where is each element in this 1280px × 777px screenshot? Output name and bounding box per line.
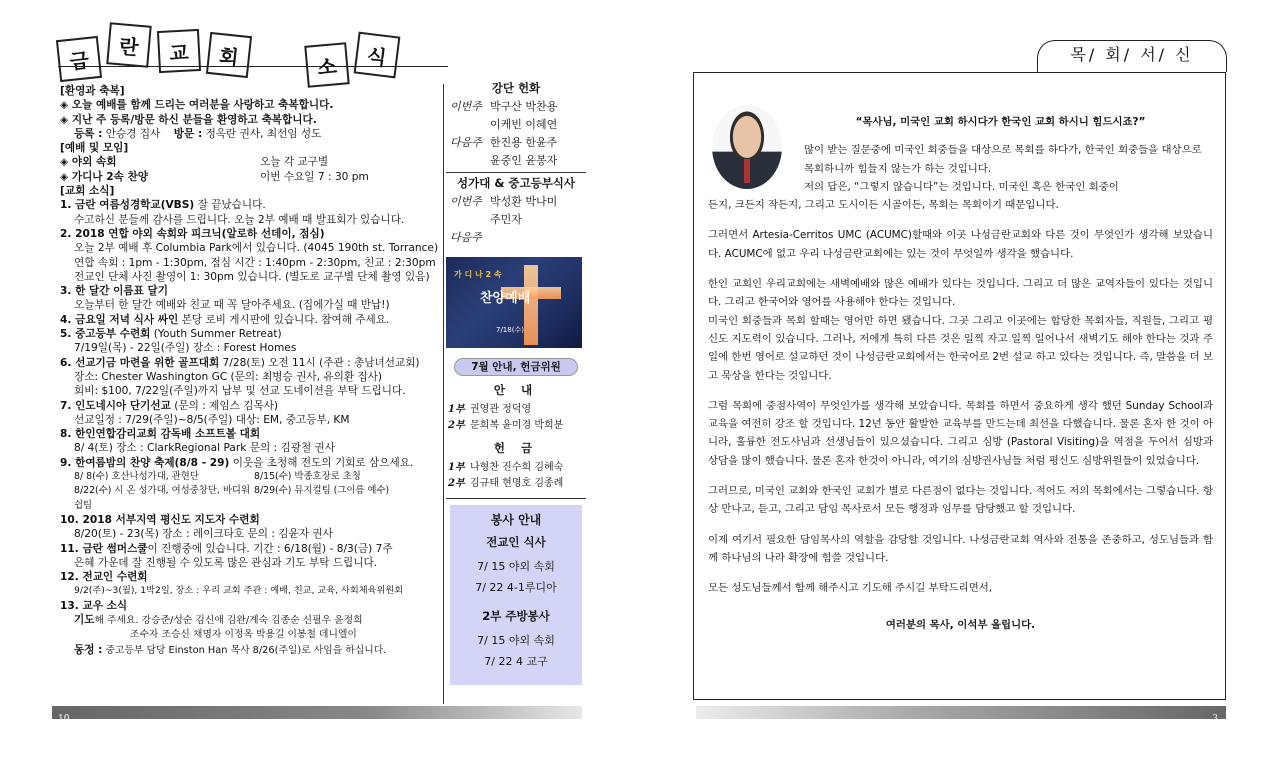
kitchen-title: 2부 주방봉사 — [482, 609, 550, 623]
flowers-title: 강단 헌화 — [491, 81, 541, 95]
sidebar-divider-2 — [446, 498, 586, 499]
letter-signature: 여러분의 목사, 이석부 올립니다. — [885, 618, 1036, 631]
news-item-7 — [60, 399, 443, 413]
news-9-row-2 — [60, 484, 443, 513]
prayer-names-2: 조수자 조승신 채명자 이정옥 박용길 이봉철 데니엘이 — [130, 629, 357, 641]
news-13-title: 13. 교우 소식 — [60, 599, 128, 612]
meal-row-1: 7/ 15 야외 속회 — [477, 560, 555, 573]
choir-title: 성가대 & 중고등부식사 — [456, 176, 576, 190]
news-2-detail-3: 전교인 단체 사진 촬영이 1: 30pm 있습니다. (별도로 교구별 단체 촬영 있음) — [74, 270, 430, 283]
title-underline — [58, 66, 448, 67]
news-13-prayer — [60, 613, 443, 628]
flowers-this-week-names: 박구산 박찬용 이케빈 이혜연 — [490, 100, 558, 131]
letter-paragraph-5: 그러므로, 미국인 교회와 한국인 교회가 별로 다른점이 없다는 것입니다. 적어도 저의 목회에서는 그렇습니다. 항상 만나고, 듣고, 그리고 담임 목사로서 모든 행정과 임무를 담당했고 할 것입니다. — [708, 485, 1213, 516]
letter-frame — [693, 72, 1226, 700]
visit-label: 방문 : — [173, 127, 203, 140]
status-label: 동정 : — [74, 643, 103, 656]
welcome-header: [환영과 축복] — [60, 85, 125, 97]
letter-quote: “목사님, 미국인 교회 하시다가 한국인 교회 하시니 힘드시죠?” — [855, 116, 1146, 128]
status-text: 중고등부 담당 Einston Han 목사 8/26(주일)로 사임을 하십니다. — [102, 644, 387, 656]
pastor-letter — [708, 113, 1213, 634]
choir-this-week-names: 박성환 박나미 주민자 — [490, 195, 558, 226]
worship-header: [예배 및 모임] — [60, 142, 129, 155]
july-duty-title: 7월 안내, 헌금위원 — [454, 358, 578, 376]
news-11-title: 11. 금란 썸머스쿨 — [60, 542, 148, 555]
letter-intro-2: 저의 답은, “그렇지 않습니다”는 것입니다. 미국인 혹은 한국인 회중이 — [804, 180, 1119, 193]
offering-1-names: 나형찬 진수희 김혜숙 — [470, 462, 564, 473]
title-char-5: 소 — [304, 42, 350, 88]
title-char-3: 교 — [157, 29, 201, 73]
guide-1: 1부 권영관 정덕영 — [446, 402, 586, 418]
offering-1: 1부 나형찬 진수희 김혜숙 — [446, 460, 586, 476]
news-2-detail-2: 연합 속회 : 1pm - 1:30pm, 점심 시간 : 1:40pm - 2:30pm, 친교 : 2:30pm — [74, 256, 436, 269]
offering-2: 2부 김규태 현명호 김종례 — [446, 476, 586, 492]
worship-row-1-title: ◈ 야외 속회 — [60, 156, 117, 169]
news-5-text: (Youth Summer Retreat) — [150, 328, 282, 341]
news-item-1 — [60, 198, 443, 212]
news-6-detail-2: 회비: $100, 7/22일(주일)까지 납부 및 선교 도네이션을 부탁 드립니다. — [74, 385, 406, 398]
title-char-4: 회 — [206, 32, 252, 78]
news-9-schedule-4: 8/29(수) 뮤지컬팀 (그이름 예수) — [254, 485, 390, 497]
news-12-title: 12. 전교인 수련회 — [60, 571, 148, 584]
register-names: 안승경 집사 — [102, 127, 161, 140]
guide-2: 2부 문희복 윤미경 박희분 — [446, 418, 586, 434]
letter-paragraph-2: 그러면서 Artesia-Cerritos UMC (ACUMC)할때와 이곳 나성금란교회와 다른 것이 무엇인가 생각해 보았습니다. ACUMC에 없고 우리 나성금란교회에는 있는 것이 무엇일까 생각을 했습니다. — [708, 229, 1213, 260]
news-3-detail: 오늘부터 한 달간 예배와 친교 때 꼭 달아주세요. (집에가실 때 반납!) — [74, 299, 390, 312]
left-page-number: 10 — [58, 714, 70, 724]
worship-row-1-detail: 오늘 각 교구별 — [260, 156, 329, 169]
flowers-next-week-label: 다음주 — [450, 136, 482, 149]
news-9-schedule-2: 8/15(수) 박종호장로 초청 — [254, 471, 361, 483]
news-13-status — [60, 643, 443, 658]
sidebar — [446, 80, 586, 685]
service-title: 봉사 안내 — [490, 513, 542, 527]
guide-2-names: 문희복 윤미경 박희분 — [470, 420, 564, 431]
offering-header: 헌 금 — [493, 441, 539, 455]
news-8-title: 8. 한인연합감리교회 감독배 소프트볼 대회 — [60, 428, 261, 441]
guide-1-names: 권영관 정덕영 — [470, 404, 532, 415]
news-9-row-1 — [60, 470, 443, 484]
news-item-5 — [60, 327, 443, 341]
guide-header: 안 내 — [493, 383, 539, 397]
news-6-text: 7/28(토) 오전 11시 (주관 : 총남녀선교회) — [219, 356, 420, 369]
news-10-title: 10. 2018 서부지역 평신도 지도자 수련회 — [60, 513, 260, 526]
news-2-title: 2. 2018 연합 야외 속회와 피크닉(알로하 선데이, 점심) — [60, 227, 325, 240]
worship-row-2 — [60, 170, 443, 184]
letter-paragraph-4: 그럼 목회에 중점사역이 무엇인가를 생각해 보았습니다. 목회를 하면서 중요하게 생각 했던 Sunday School과 교육을 여전히 강조 할 것입니다. 12년 동안 활발한 교육부를 만드는데 최선을 다했습니다. 물론 혼자 한 것이 아니라, 훌륭한 전도사님과 선생님들이 있으셨습니다. 그리고 심방 (Pastoral Visiting)을 역점을 두어서 심방과 상담을 많이 했습니다. 물론 혼자 한것이 아니라, 여기의 심방권사님들 처럼 평신도 심방위원들이 있었습니다. — [708, 399, 1213, 467]
news-9-schedule-1: 8/ 8(수) 호산나성가대, 관현단 — [74, 471, 199, 483]
news-6-detail-1: 장소: Chester Washington GC (문의: 최병승 권사, 유의환 집사) — [74, 370, 383, 383]
news-5-title: 5. 중고등부 수련회 — [60, 328, 151, 341]
left-page-footer — [52, 706, 582, 724]
prayer-label: 기도 — [74, 613, 95, 626]
news-5-detail: 7/19일(목) - 22일(주일) 장소 : Forest Homes — [74, 342, 297, 355]
welcome-line-1: ◈ 오늘 예배를 함께 드리는 여러분을 사랑하고 축복합니다. — [60, 99, 334, 112]
news-12-detail: 9/2(주)~3(월), 1박2일, 장소 : 우리 교회 주관 : 예배, 친교, 교육, 사회체육위원회 — [74, 585, 404, 597]
register-label: 등록 : — [74, 127, 103, 140]
kitchen-row-2: 7/ 22 4 교구 — [484, 655, 548, 668]
letter-intro-3: 든지, 크든지 작든지, 그리고 도시이든 시골이든, 목회는 목회이기 때문입니다. — [708, 199, 1059, 212]
news-1-text: 잘 끝났습니다. — [194, 199, 266, 212]
news-10-detail: 8/20(토) - 23(목) 장소 : 레이크타호 문의 : 김윤자 권사 — [74, 528, 333, 541]
worship-row-1 — [60, 155, 443, 169]
service-box — [450, 505, 582, 685]
prayer-names-1: 해 주세요. 강승준/성순 김신애 김완/계숙 김종순 신필우 윤정희 — [94, 614, 363, 626]
letter-intro-1: 많이 받는 질문중에 미국인 회중들을 대상으로 목회를 하다가, 한국인 회중들을 대상으로 목회하니까 힘들지 않는가 하는 것입니다. — [804, 144, 1202, 175]
flowers-this-week-label: 이번주 — [450, 100, 482, 113]
meal-title: 전교인 식사 — [486, 535, 546, 549]
right-page-footer — [696, 706, 1226, 724]
news-3-title: 3. 한 달간 이름표 달기 — [60, 285, 169, 298]
news-column — [60, 84, 443, 658]
news-item-4 — [60, 313, 443, 327]
choir-this-week-label: 이번주 — [450, 195, 482, 208]
worship-row-2-detail: 이번 수요일 7 : 30 pm — [260, 170, 369, 183]
news-9-text: 이웃을 초청해 전도의 기회로 삼으세요. — [229, 456, 414, 469]
news-2-detail-1: 오늘 2부 예배 후 Columbia Park에서 있습니다. (4045 190th st. Torrance) — [74, 242, 439, 255]
banner-date: 7/18(수) — [496, 326, 524, 334]
kitchen-row-1: 7/ 15 야외 속회 — [477, 634, 555, 647]
welcome-line-3 — [60, 127, 443, 141]
welcome-line-2: ◈ 지난 주 등록/방문 하신 분들을 환영하고 축복합니다. — [60, 113, 317, 126]
news-item-6 — [60, 356, 443, 370]
news-item-9 — [60, 456, 443, 470]
letter-paragraph-3b: 미국인 회중들과 목회 할때는 영어만 하면 됐습니다. 그곳 그리고 이곳에는 합당한 목회자들, 직원들, 그리고 평신도 지도력이 있습니다. 그러나, 저에게 특히 다른 것은 일찍 자고 일찍 일어나서 새벽기도 해야 한다는 것과 주일에 한번 영어로 설교하던 것이 나성금란교회에서는 한국어로 2번 설교 하고 있다는 것입니다. 즉, 말씀을 더 보고 묵상을 한다는 것입니다. — [708, 314, 1213, 382]
pastor-letter-tab: 목/ 회/ 서/ 신 — [1037, 40, 1227, 72]
news-7-text: (문의 : 제임스 김목사) — [170, 399, 279, 412]
news-1-detail: 수고하신 분들께 감사를 드립니다. 오늘 2부 예배 때 발표회가 있습니다. — [74, 213, 405, 226]
choir-next-week — [446, 229, 586, 247]
choir-this-week — [446, 193, 586, 229]
praise-worship-banner — [446, 257, 582, 348]
flowers-this-week — [446, 98, 586, 134]
news-4-text: 본당 로비 게시판에 있습니다. 참여해 주세요. — [178, 313, 390, 326]
news-9-schedule-3: 8/22(수) 시 온 성가대, 여성중창단, 바디워쉽팀 — [74, 485, 251, 511]
news-7-detail: 선교일정 : 7/29(주일)~8/5(주일) 대상: EM, 중고등부, KM — [74, 413, 350, 426]
sidebar-divider-1 — [446, 172, 586, 173]
banner-title: 찬양예배 — [480, 291, 531, 306]
visit-names: 정옥란 권사, 최선임 성도 — [202, 127, 322, 140]
title-char-6: 식 — [354, 32, 401, 79]
choir-next-week-label: 다음주 — [450, 231, 482, 244]
left-page — [50, 0, 585, 720]
letter-paragraph-6: 이제 여기서 필요한 담임목사의 역할을 감당할 것입니다. 나성금란교회 역사와 전통을 존중하고, 성도님들과 함께 하나님의 나라 확장에 힘쓸 것입니다. — [708, 533, 1213, 564]
flowers-next-week-names: 한진용 한윤주 윤중인 윤봉자 — [490, 136, 558, 167]
news-item-11 — [60, 542, 443, 556]
flowers-next-week — [446, 134, 586, 170]
news-7-title: 7. 인도네시아 단기선교 — [60, 399, 171, 412]
news-1-title: 1. 금란 여름성경학교(VBS) — [60, 199, 195, 212]
news-9-title: 9. 한여름밤의 찬양 축제(8/8 - 29) — [60, 456, 230, 469]
news-6-title: 6. 선교기금 마련을 위한 골프대회 — [60, 356, 220, 369]
title-char-1: 금 — [56, 36, 102, 82]
offering-2-names: 김규태 현명호 김종례 — [470, 478, 564, 489]
right-page-number: 3 — [1212, 714, 1218, 724]
meal-row-2: 7/ 22 4-1루디아 — [475, 581, 557, 594]
letter-paragraph-3: 한인 교회인 우리교회에는 새벽예배와 많은 예배가 있다는 것입니다. 그리고 더 많은 교역자들이 있다는 것입니다. 그리고 한국어와 영어를 사용해야 한다는 것입니다. — [708, 278, 1213, 309]
news-11-text: 이 진행중에 있습니다. 기간 : 6/18(월) - 8/3(금) 7주 — [147, 542, 393, 555]
worship-row-2-title: ◈ 가디나 2속 찬양 — [60, 170, 148, 183]
news-8-detail: 8/ 4(토) 장소 : ClarkRegional Park 문의 : 김광철 권사 — [74, 442, 336, 455]
banner-subtitle: 가 디 나 2 속 — [454, 270, 502, 279]
news-header: [교회 소식] — [60, 185, 115, 198]
letter-paragraph-7: 모든 성도님들께서 함께 해주시고 기도해 주시길 부탁드리면서, — [708, 582, 993, 595]
title-char-2: 란 — [106, 22, 152, 68]
column-divider — [443, 84, 444, 704]
news-4-title: 4. 금요일 저녁 식사 싸인 — [60, 313, 179, 326]
news-11-detail: 은혜 가운데 잘 진행될 수 있도록 많은 관심과 기도 부탁 드립니다. — [74, 556, 378, 569]
right-page — [693, 40, 1228, 700]
